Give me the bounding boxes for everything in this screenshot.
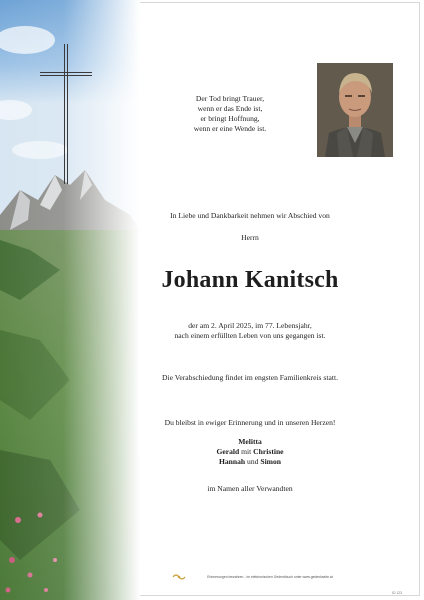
mourner-joiner: mit (241, 447, 252, 456)
deceased-name: Johann Kanitsch (161, 267, 339, 293)
poem-line: wenn er eine Wende ist. (193, 124, 267, 133)
poem-line: er bringt Hoffnung, (200, 114, 260, 123)
poem-line: Der Tod bringt Trauer, (195, 94, 265, 103)
footer-text: Erinnerungen bewahren - im elektronischen Gedenkbuch unter www.gedenkseite.at (207, 575, 333, 579)
mourner-name: Christine (253, 447, 284, 456)
funeral-note: Die Verabschiedung findet im engsten Familienkreis statt. (162, 373, 338, 382)
mourner-line (100, 447, 400, 456)
death-info-line: nach einem erfüllten Leben von uns gegangen ist. (174, 331, 326, 340)
death-info-line: der am 2. April 2025, im 77. Lebensjahr, (188, 321, 312, 330)
mourner-joiner: und (247, 457, 259, 466)
cross-icon (40, 44, 92, 184)
mourner-name: Melitta (238, 437, 262, 446)
farewell-intro: In Liebe und Dankbarkeit nehmen wir Abschied von (170, 211, 330, 220)
poem (150, 94, 310, 134)
mourner-line (100, 437, 400, 446)
poem-line: wenn er das Ende ist, (197, 104, 263, 113)
salutation: Herrn (241, 233, 259, 242)
remembrance-text: Du bleibst in ewiger Erinnerung und in unseren Herzen! (164, 418, 336, 427)
portrait-photo (317, 63, 393, 157)
document-code: ID 123 (392, 591, 402, 595)
closing-text: im Namen aller Verwandten (207, 484, 293, 493)
mourner-line (100, 457, 400, 466)
mourner-name: Gerald (216, 447, 240, 456)
mourner-name: Hannah (218, 457, 246, 466)
mourner-name: Simon (260, 457, 282, 466)
